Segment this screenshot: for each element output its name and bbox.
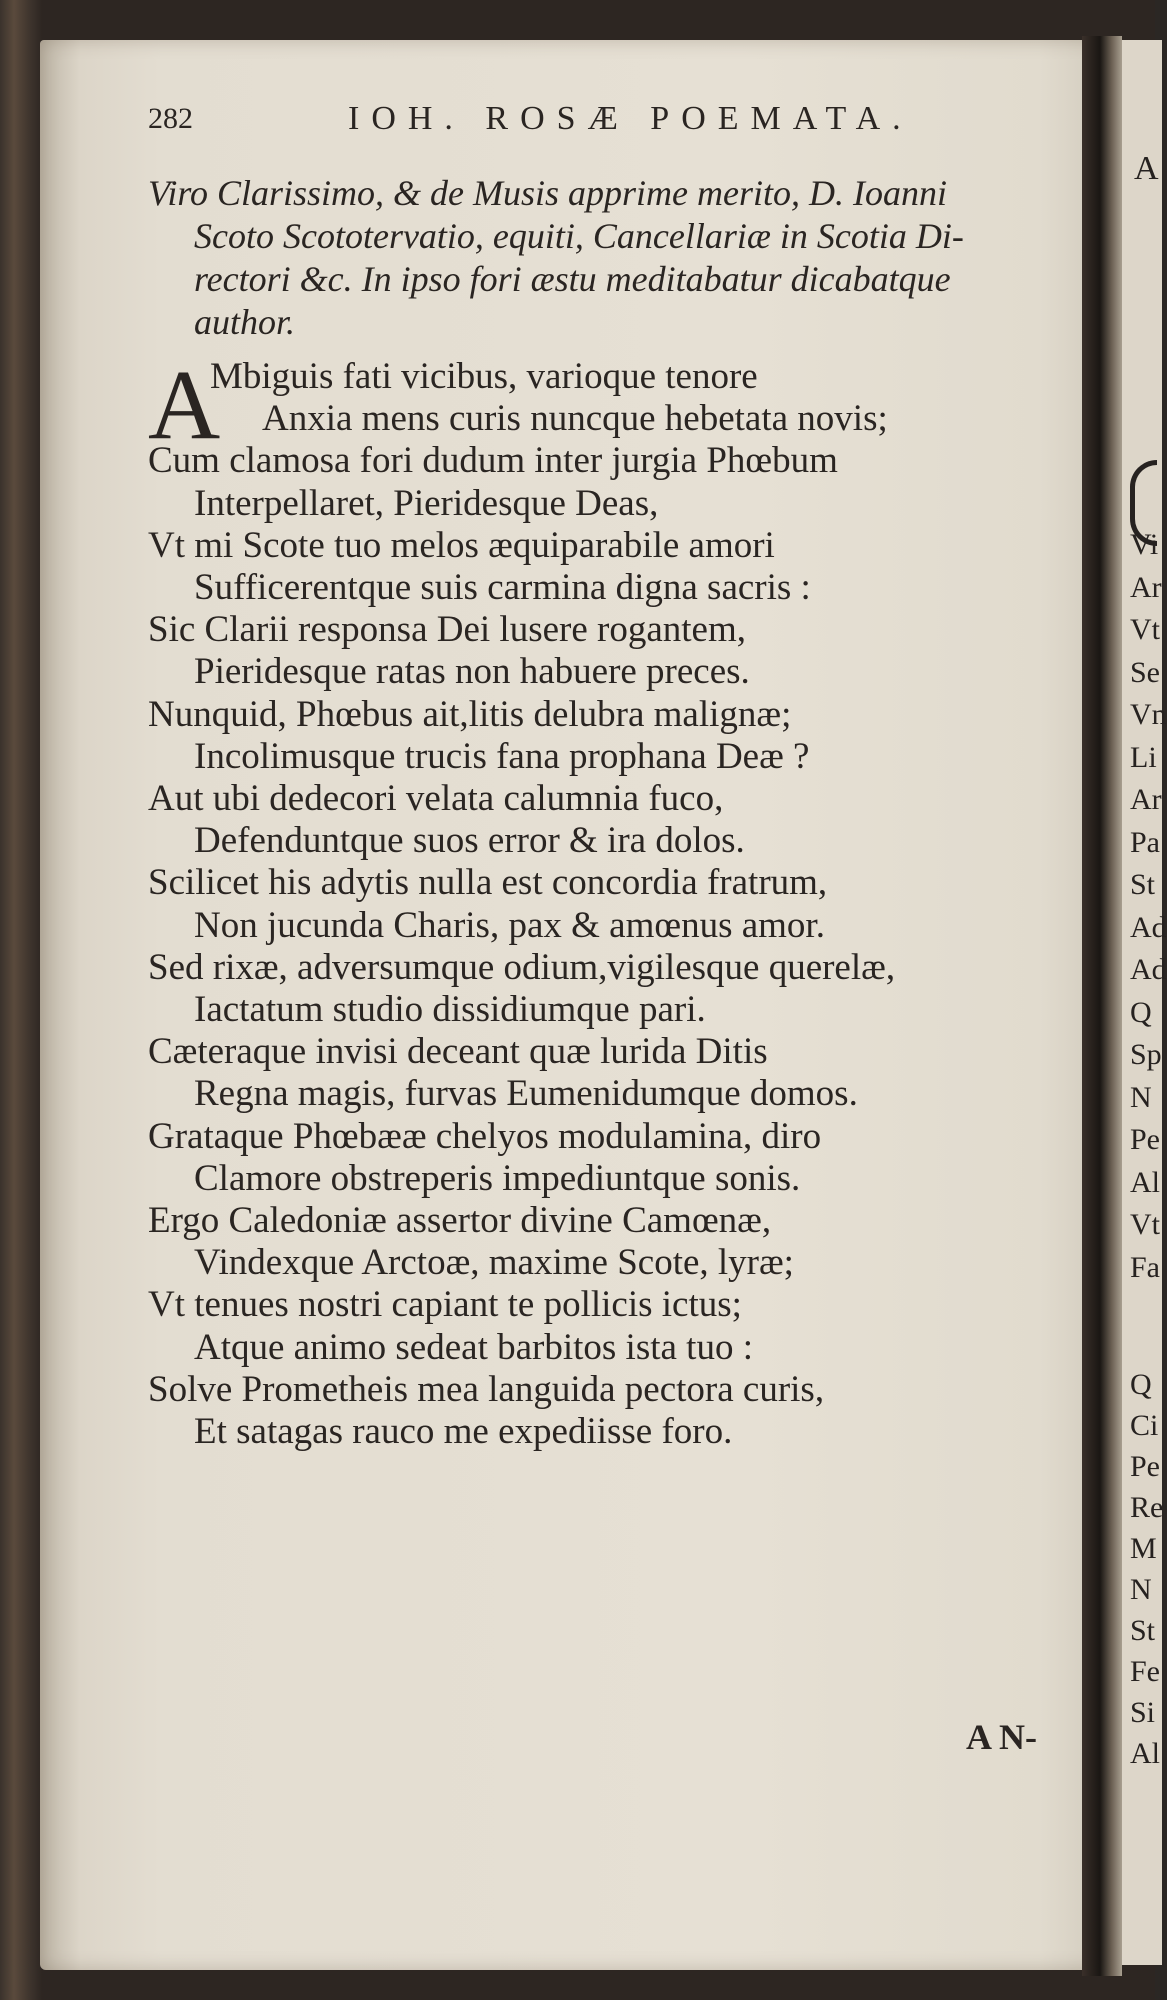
- poem-verse: Interpellaret, Pieridesque Deas,: [194, 482, 659, 524]
- facing-page-fragment: Vt: [1130, 613, 1160, 646]
- poem-verse: Aut ubi dedecori velata calumnia fuco,: [148, 778, 724, 820]
- facing-page-fragment: Ci: [1130, 1409, 1159, 1442]
- poem-verse: Ergo Caledoniæ assertor divine Camœnæ,: [148, 1200, 772, 1242]
- facing-page-fragment: Pa: [1130, 825, 1160, 859]
- facing-page-fragment: Ar: [1130, 570, 1162, 604]
- poem-verse: Atque animo sedeat barbitos ista tuo :: [194, 1326, 753, 1368]
- facing-page-fragment: Sp: [1130, 1038, 1162, 1071]
- facing-page-fragment: Ar: [1130, 783, 1162, 816]
- running-head: IOH. ROSÆ POEMATA.: [348, 100, 913, 137]
- facing-page-fragment: Fe: [1130, 1655, 1160, 1688]
- poem-verse: Grataque Phœbææ chelyos modulamina, diro: [148, 1115, 822, 1157]
- poem-verse: Scilicet his adytis nulla est concordia fratrum,: [148, 862, 828, 904]
- poem-verse: Non jucunda Charis, pax & amœnus amor.: [194, 904, 825, 946]
- facing-page-fragment: Vi: [1130, 528, 1159, 561]
- facing-page-fragment: Pe: [1130, 1450, 1160, 1483]
- facing-page-edge: [1122, 40, 1167, 1965]
- facing-page-fragment: Ad: [1130, 910, 1167, 944]
- dedication-line: Scoto Scototervatio, equiti, Cancellariæ in Scotia Di-: [194, 216, 964, 256]
- facing-page-fragment: Se: [1130, 655, 1160, 689]
- poem-verse: Et satagas rauco me expediisse foro.: [194, 1411, 733, 1453]
- poem-verse: Sic Clarii responsa Dei lusere rogantem,: [148, 609, 746, 651]
- facing-page-fragment: Si: [1130, 1696, 1156, 1729]
- page-number: 282: [148, 102, 193, 135]
- poem-verse: Clamore obstreperis impediuntque sonis.: [194, 1157, 801, 1199]
- dedication: [148, 172, 1068, 344]
- poem-verse: Vindexque Arctoæ, maxime Scote, lyræ;: [194, 1242, 794, 1284]
- dedication-line: rectori &c. In ipso fori æstu meditabatur dicabatque: [194, 259, 951, 299]
- facing-page-fragment: N: [1130, 1573, 1152, 1606]
- poem-verse: Sed rixæ, adversumque odium,vigilesque querelæ,: [148, 946, 896, 988]
- poem-verse: Solve Prometheis mea languida pectora curis,: [148, 1368, 825, 1410]
- book-gutter: [1082, 36, 1122, 1976]
- facing-page-fragment: Pe: [1130, 1123, 1160, 1156]
- poem-verse: Nunquid, Phœbus ait,litis delubra malignæ;: [148, 693, 792, 735]
- page-header: [148, 96, 1008, 136]
- facing-page-fragment: Ad: [1130, 953, 1167, 986]
- facing-page-fragment: Li: [1130, 740, 1157, 774]
- poem-verse: Incolimusque trucis fana prophana Deæ ?: [194, 735, 810, 777]
- poem-verse: Pieridesque ratas non habuere preces.: [194, 651, 750, 693]
- facing-page-fragment: Re: [1130, 1491, 1164, 1524]
- poem-verse: Sufficerentque suis carmina digna sacris :: [194, 567, 811, 609]
- facing-page-fragment: Vt: [1130, 1208, 1160, 1241]
- poem: [148, 349, 1068, 1453]
- facing-page-fragment: St: [1130, 1614, 1156, 1647]
- facing-page-bracket: [1130, 460, 1157, 546]
- facing-page-fragment: Fa: [1130, 1250, 1160, 1284]
- facing-page-fragment: Q: [1130, 1368, 1152, 1401]
- poem-verse: Vt mi Scote tuo melos æquiparabile amori: [148, 524, 775, 566]
- drop-cap: A: [148, 349, 221, 460]
- facing-page-fragment: M: [1130, 1532, 1157, 1565]
- catchword: A N-: [966, 1717, 1037, 1757]
- facing-page-fragment: Al: [1130, 1737, 1160, 1770]
- poem-verse: Mbiguis fati vicibus, varioque tenore: [210, 356, 758, 397]
- dedication-line: Viro Clarissimo, & de Musis apprime merito, D. Ioanni: [148, 173, 947, 213]
- facing-page-fragment: Al: [1130, 1165, 1160, 1199]
- dedication-line: author.: [194, 302, 296, 342]
- poem-verse: Anxia mens curis nuncque hebetata novis;: [262, 398, 888, 440]
- facing-page-fragment: Q: [1130, 995, 1152, 1029]
- poem-verse: Cæteraque invisi deceant quæ lurida Ditis: [148, 1031, 768, 1073]
- poem-verse: Defenduntque suos error & ira dolos.: [194, 820, 745, 862]
- poem-verse: Regna magis, furvas Eumenidumque domos.: [194, 1073, 858, 1115]
- facing-page-fragment: Vn: [1130, 698, 1167, 731]
- poem-verse: Iactatum studio dissidiumque pari.: [194, 989, 706, 1031]
- facing-page-fragment: N: [1130, 1080, 1152, 1114]
- poem-verse: Cum clamosa fori dudum inter jurgia Phœbum: [148, 440, 838, 482]
- poem-verse: Vt tenues nostri capiant te pollicis ictus;: [148, 1284, 742, 1326]
- facing-page-fragment: St: [1130, 868, 1156, 901]
- facing-page-marker: A: [1134, 150, 1159, 187]
